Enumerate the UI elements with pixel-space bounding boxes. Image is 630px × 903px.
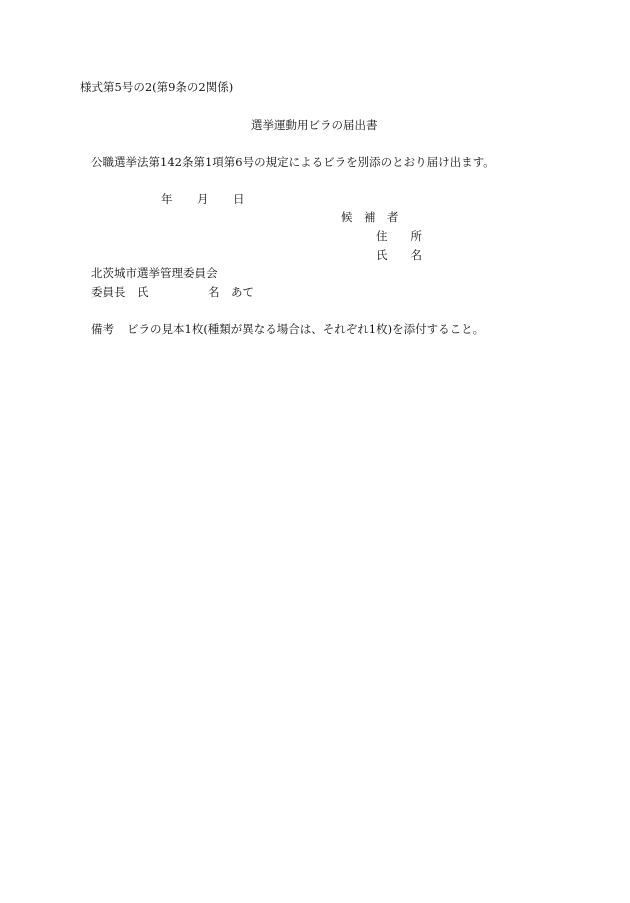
name-label: 氏 名 — [376, 248, 422, 262]
date-year-label: 年 — [161, 192, 173, 206]
date-day-label: 日 — [233, 192, 245, 206]
recipient-organization: 北茨城市選挙管理委員会 — [91, 266, 218, 280]
address-label: 住 所 — [376, 229, 422, 243]
document-title: 選挙運動用ビラの届出書 — [251, 118, 378, 132]
remarks-label: 備考 — [91, 322, 114, 336]
date-month-label: 月 — [197, 192, 209, 206]
form-reference: 様式第5号の2(第9条の2関係) — [80, 80, 234, 94]
candidate-label: 候 補 者 — [341, 210, 399, 224]
declaration-text: 公職選挙法第142条第1項第6号の規定によるビラを別添のとおり届け出ます。 — [91, 155, 495, 169]
remarks-text: ビラの見本1枚(種類が異なる場合は、それぞれ1枚)を添付すること。 — [127, 322, 485, 336]
recipient-name-suffix: 名 あて — [208, 285, 254, 299]
recipient-chair-title: 委員長 氏 — [91, 285, 149, 299]
